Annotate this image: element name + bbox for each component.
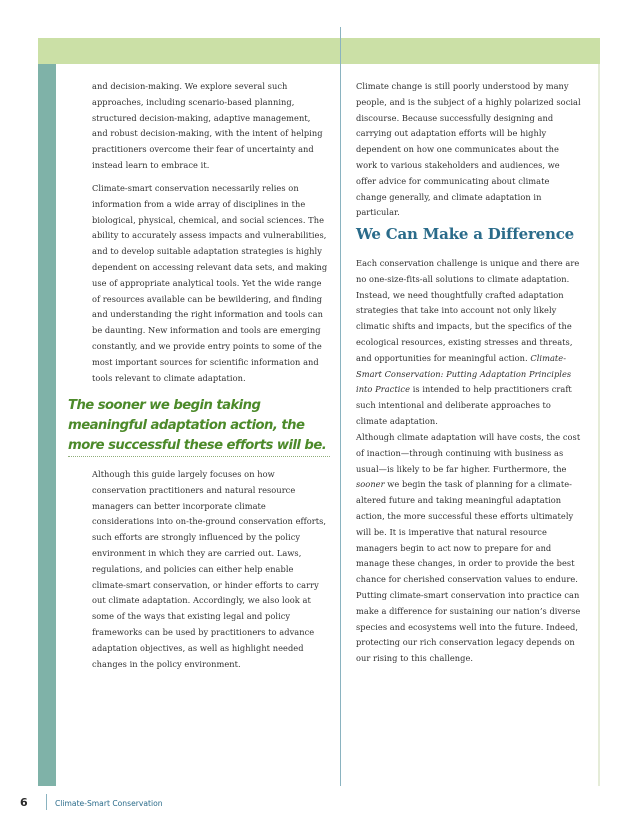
pull-quote: The sooner we begin taking meaningful adaptation action, the more successful these efforts will be. xyxy=(68,398,327,453)
left-paragraph-1: and decision-making. We explore several such approaches, including scenario-based planning, structured decision-making, adaptive management, and robust decision-making, with the intent of helping practitioners overcome their fear of uncertainty and instead learn to embrace it. xyxy=(92,81,323,170)
left-side-bar xyxy=(38,64,56,786)
right-paragraph-3-text-a: Although climate adaptation will have costs, the cost of inaction—through continuing with business as usual—is likely to be far higher. Furthermore, the xyxy=(356,432,581,474)
right-paragraph-2-text-b: is intended to help practitioners craft such intentional and deliberate approaches to climate adaptation. xyxy=(356,384,572,426)
left-paragraph-2: Climate-smart conservation necessarily relies on information from a wide array of disciplines in the biological, physical, chemical, and social sciences. The ability to accurately assess impacts and vulnerabilities, and to develop suitable adaptation strategies is highly dependent on accessing relevant data sets, and making use of appropriate analytical tools. Yet the wide range of resources available can be bewildering, and finding and understanding the right information and tools can be daunting. New information and tools are emerging constantly, and we provide entry points to some of the most important sources for scientific information and tools relevant to climate adaptation. xyxy=(92,183,328,383)
right-paragraph-3-text-b: we begin the task of planning for a climate-altered future and taking meaningful adaptation action, the more successful these efforts ultimately will be. It is imperative that natural resource managers begin to act now to prepare for and manage these changes, in order to provide the best chance for cherished conservation values to endure. Putting climate-smart conservation into practice can make a difference for sustaining our nation’s diverse species and ecosystems well into the future. Indeed, protecting our rich conservation legacy depends on our rising to this challenge. xyxy=(356,479,581,664)
footer-separator xyxy=(46,794,47,810)
top-decorative-band xyxy=(38,38,600,64)
right-paragraph-3 xyxy=(356,430,582,667)
right-paragraph-2 xyxy=(356,256,582,430)
section-heading: We Can Make a Difference xyxy=(356,225,574,243)
column-divider xyxy=(340,27,341,786)
publication-title-italic: Climate-Smart Conservation: Putting Adaptation Principles into Practice xyxy=(356,352,572,395)
right-margin-rule xyxy=(598,64,600,786)
page-number: 6 xyxy=(20,796,28,809)
footer-publication-title: Climate-Smart Conservation xyxy=(55,799,163,808)
right-paragraph-1: Climate change is still poorly understood by many people, and is the subject of a highly polarized social discourse. Because successfully designing and carrying out adaptation efforts will be highly dependent on how one communicates about the work to various stakeholders and audiences, we offer advice for communicating about climate change generally, and climate adaptation in particular. xyxy=(356,81,581,218)
pull-quote-rule xyxy=(68,456,330,457)
emphasis-sooner: sooner xyxy=(356,479,385,490)
left-paragraph-3: Although this guide largely focuses on how conservation practitioners and natural resource managers can better incorporate climate considerations into on-the-ground conservation efforts, such efforts are strongly influenced by the policy environment in which they are carried out. Laws, regulations, and policies can either help enable climate-smart conservation, or hinder efforts to carry out climate adaptation. Accordingly, we also look at some of the ways that existing legal and policy frameworks can be used by practitioners to advance adaptation objectives, as well as highlight needed changes in the policy environment. xyxy=(92,469,327,669)
right-paragraph-2-text-a: Each conservation challenge is unique and there are no one-size-fits-all solutions to climate adaptation. Instead, we need thoughtfully crafted adaptation strategies that take into account not only likely climatic shifts and impacts, but the specifics of the ecological resources, existing stresses and threats, and opportunities for meaningful action. xyxy=(356,258,580,363)
